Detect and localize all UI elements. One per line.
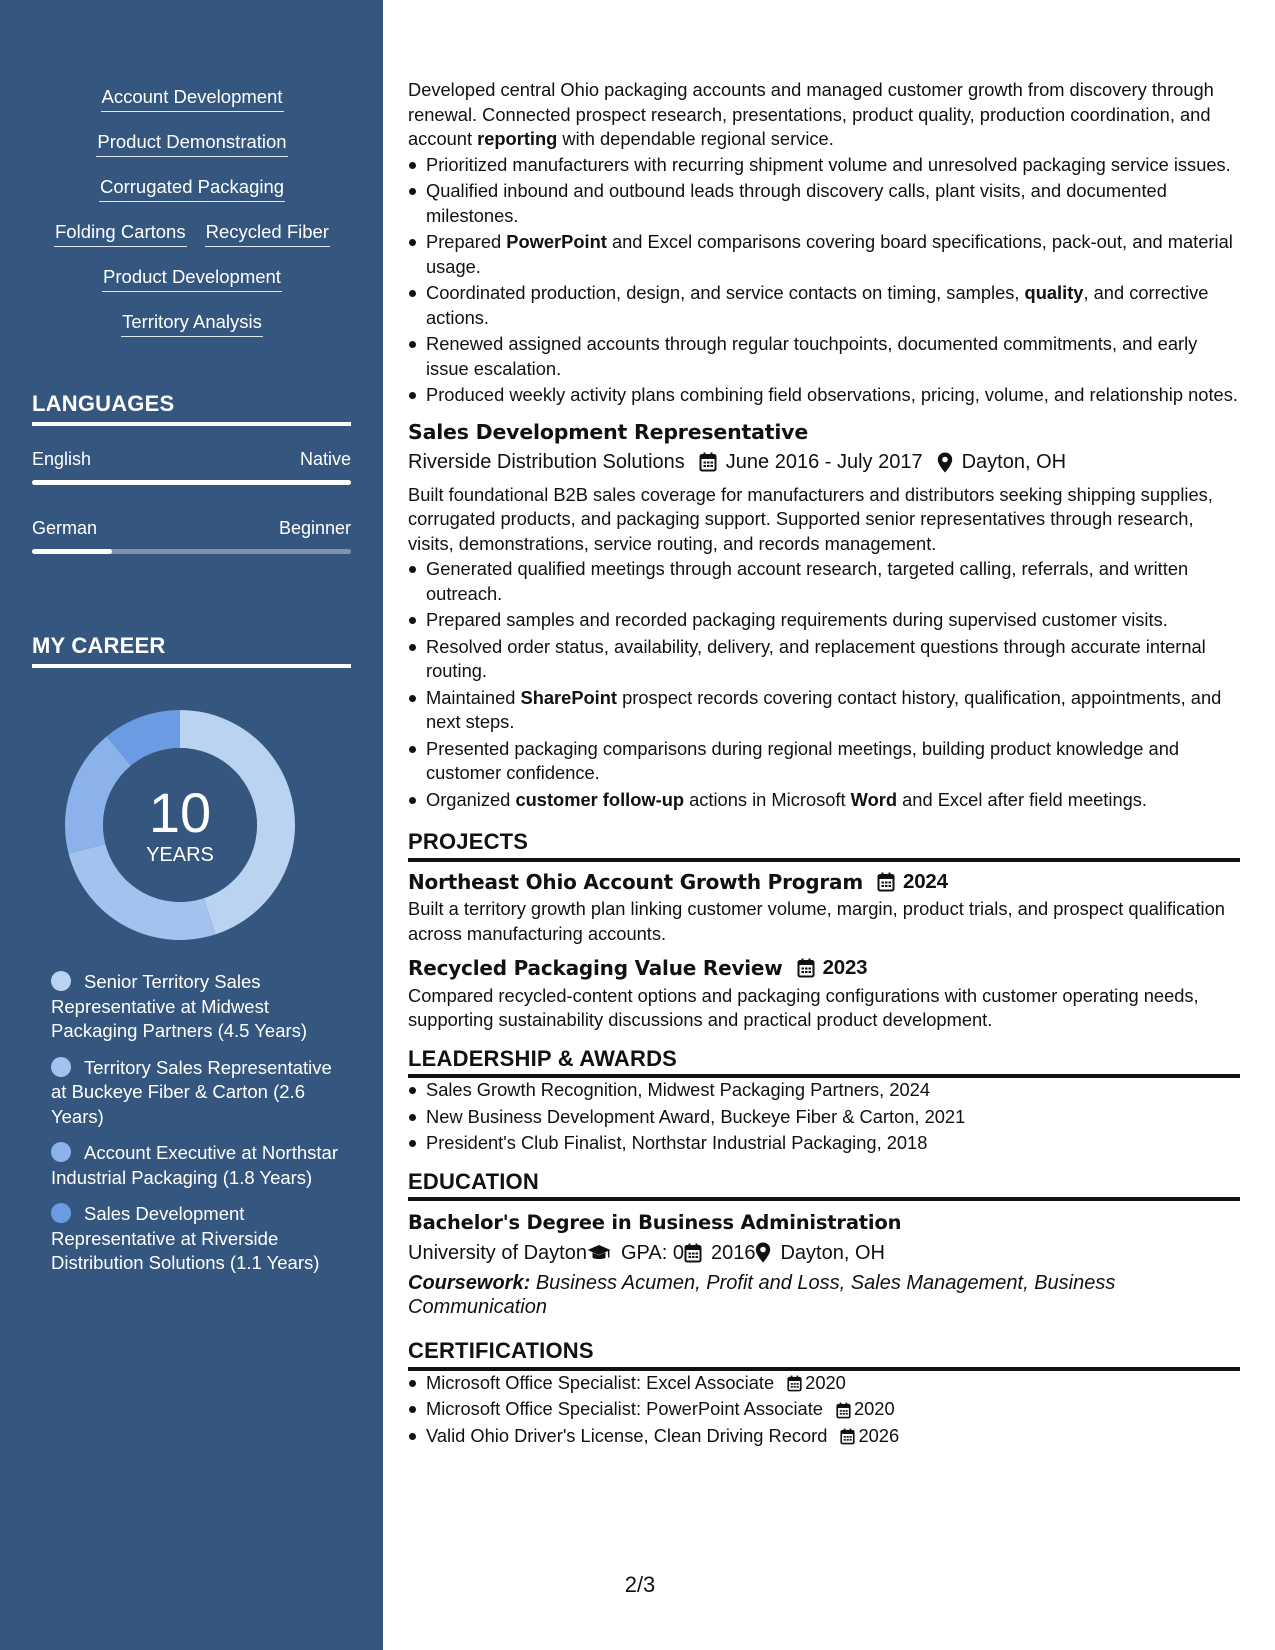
skill-row (32, 310, 352, 355)
skill-tag: Corrugated Packaging (99, 175, 285, 202)
language-bar-fill (32, 480, 351, 485)
experience-bullet: Produced weekly activity plans combining field observations, pricing, volume, and relationship notes. (408, 383, 1240, 408)
skill-row (32, 220, 352, 265)
language-bar-fill (32, 549, 112, 554)
job-bullet: Maintained SharePoint prospect records covering contact history, qualification, appointments, and next steps. (408, 686, 1240, 735)
award-item: Sales Growth Recognition, Midwest Packaging Partners, 2024 (408, 1078, 1240, 1103)
legend-dot-icon (51, 971, 71, 991)
experience-bullet: Coordinated production, design, and service contacts on timing, samples, quality, and corrective actions. (408, 281, 1240, 330)
career-unit: YEARS (146, 844, 214, 866)
calendar-icon (699, 452, 717, 472)
projects-list (408, 870, 1240, 1033)
education-location: Dayton, OH (780, 1241, 885, 1264)
sidebar (0, 0, 383, 1650)
awards-list (408, 1078, 1240, 1156)
job-bullet: Prepared samples and recorded packaging requirements during supervised customer visits. (408, 608, 1240, 633)
skill-tag: Recycled Fiber (205, 220, 330, 247)
certification-name: Valid Ohio Driver's License, Clean Driving Record (426, 1424, 828, 1446)
legend-dot-icon (51, 1057, 71, 1077)
language-item (32, 518, 351, 554)
project-title: Recycled Packaging Value Review (408, 956, 783, 980)
certification-item (408, 1424, 1240, 1449)
career-legend (51, 970, 341, 1288)
calendar-icon (797, 958, 815, 978)
project-year: 2024 (903, 869, 948, 893)
project-description: Compared recycled-content options and packaging configurations with customer operating needs, supporting sustainability discussions and practical product development. (408, 984, 1199, 1030)
education-coursework (408, 1271, 1240, 1319)
graduation-cap-icon (587, 1244, 611, 1262)
career-legend-item (51, 1141, 341, 1190)
job-bullet: Generated qualified meetings through account research, targeted calling, referrals, and written outreach. (408, 557, 1240, 606)
certifications-list (408, 1371, 1240, 1449)
skill-row (32, 85, 352, 130)
project-title-row (408, 956, 1240, 981)
job-company: Riverside Distribution Solutions (408, 451, 685, 473)
education-heading: EDUCATION (408, 1170, 1240, 1202)
certification-year: 2026 (858, 1424, 900, 1446)
skill-tag: Product Demonstration (96, 130, 287, 157)
career-donut-center (65, 710, 295, 940)
experience-bullet: Prepared PowerPoint and Excel comparisons covering board specifications, pack-out, and material usage. (408, 230, 1240, 279)
experience-summary: Developed central Ohio packaging accounts and managed customer growth from discovery through renewal. Connected prospect research, presentations, product quality, production coordination, and account reporting with dependable regional service. (408, 79, 1214, 149)
experience-bullet: Prioritized manufacturers with recurring shipment volume and unresolved packaging service issues. (408, 153, 1240, 178)
skill-tag: Folding Cartons (54, 220, 187, 247)
certification-name: Microsoft Office Specialist: Excel Associate (426, 1371, 775, 1393)
skill-row (32, 175, 352, 220)
calendar-icon (836, 1402, 851, 1419)
language-bar (32, 549, 351, 554)
experience-bullet: Qualified inbound and outbound leads through discovery calls, plant visits, and documented milestones. (408, 179, 1240, 228)
calendar-icon (877, 872, 895, 892)
certification-item (408, 1397, 1240, 1422)
job-bullet: Organized customer follow-up actions in Microsoft Word and Excel after field meetings. (408, 788, 1240, 813)
skill-tag: Product Development (102, 265, 282, 292)
language-name: English (32, 449, 92, 469)
language-item (32, 449, 351, 485)
skill-tag: Account Development (101, 85, 284, 112)
career-legend-item (51, 1202, 341, 1276)
skill-row (32, 265, 352, 310)
coursework-label: Coursework: (408, 1272, 531, 1294)
job-summary: Built foundational B2B sales coverage for manufacturers and distributors seeking shipping supplies, corrugated products, and packaging support. Supported senior representatives through research, visits, demonstrations, service routing, and records management. (408, 483, 1213, 554)
project-title-row (408, 870, 1240, 895)
calendar-icon (684, 1243, 702, 1263)
award-item: President's Club Finalist, Northstar Industrial Packaging, 2018 (408, 1131, 1240, 1156)
main-content (408, 78, 1240, 1450)
languages-heading: LANGUAGES (32, 391, 351, 426)
calendar-icon (787, 1375, 802, 1392)
education-degree: Bachelor's Degree in Business Administration (408, 1211, 902, 1234)
projects-heading: PROJECTS (408, 830, 1240, 862)
education-year: 2016 (710, 1241, 756, 1264)
calendar-icon (840, 1428, 855, 1445)
legend-dot-icon (51, 1203, 71, 1223)
map-pin-icon (755, 1242, 771, 1263)
job-dates: June 2016 - July 2017 (725, 451, 923, 473)
career-total: 10 (148, 781, 212, 844)
language-level: Native (299, 449, 351, 469)
map-pin-icon (937, 452, 953, 473)
job-bullet: Resolved order status, availability, delivery, and replacement questions through accurate internal routing. (408, 635, 1240, 684)
career-legend-item (51, 1056, 341, 1130)
job-bullet: Presented packaging comparisons during regional meetings, building product knowledge and customer confidence. (408, 737, 1240, 786)
certification-item (408, 1371, 1240, 1396)
career-legend-text: Senior Territory Sales Representative at Midwest Packaging Partners (4.5 Years) (51, 971, 308, 1041)
education-gpa: GPA: 0 (620, 1241, 684, 1264)
project-item (408, 870, 1240, 947)
job-location: Dayton, OH (961, 451, 1067, 473)
project-item (408, 956, 1240, 1033)
language-name: German (32, 518, 98, 538)
project-description: Built a territory growth plan linking customer volume, margin, product trials, and prospect qualification across manufacturing accounts. (408, 898, 1225, 944)
skill-row (32, 130, 352, 175)
page-number: 2/3 (624, 1572, 656, 1597)
experience-bullet: Renewed assigned accounts through regular touchpoints, documented commitments, and early issue escalation. (408, 332, 1240, 381)
certifications-heading: CERTIFICATIONS (408, 1339, 1240, 1371)
experience-bullets (408, 153, 1240, 408)
job-bullets (408, 557, 1240, 812)
language-bar (32, 480, 351, 485)
award-item: New Business Development Award, Buckeye Fiber & Carton, 2021 (408, 1105, 1240, 1130)
career-heading: MY CAREER (32, 633, 351, 668)
certification-year: 2020 (805, 1371, 846, 1393)
job-meta (408, 450, 1240, 475)
coursework-text: Business Acumen, Profit and Loss, Sales Management, Business Communication (408, 1272, 1116, 1318)
certification-name: Microsoft Office Specialist: PowerPoint Associate (426, 1398, 823, 1419)
education-school: University of Dayton (408, 1241, 587, 1264)
career-legend-text: Sales Development Representative at Riverside Distribution Solutions (1.1 Years) (51, 1203, 320, 1273)
language-level: Beginner (278, 518, 351, 538)
education-meta (408, 1241, 1240, 1266)
project-title: Northeast Ohio Account Growth Program (408, 869, 863, 894)
project-year: 2023 (822, 956, 868, 979)
job-title: Sales Development Representative (408, 419, 809, 444)
career-legend-text: Account Executive at Northstar Industrial Packaging (1.8 Years) (51, 1142, 338, 1188)
skills-list (32, 85, 352, 355)
certification-year: 2020 (853, 1398, 895, 1419)
leadership-heading: LEADERSHIP & AWARDS (408, 1047, 1240, 1079)
career-legend-text: Territory Sales Representative at Buckeye Fiber & Carton (2.6 Years) (51, 1056, 332, 1127)
career-legend-item (51, 970, 341, 1044)
skill-tag: Territory Analysis (121, 310, 263, 337)
legend-dot-icon (51, 1142, 71, 1162)
